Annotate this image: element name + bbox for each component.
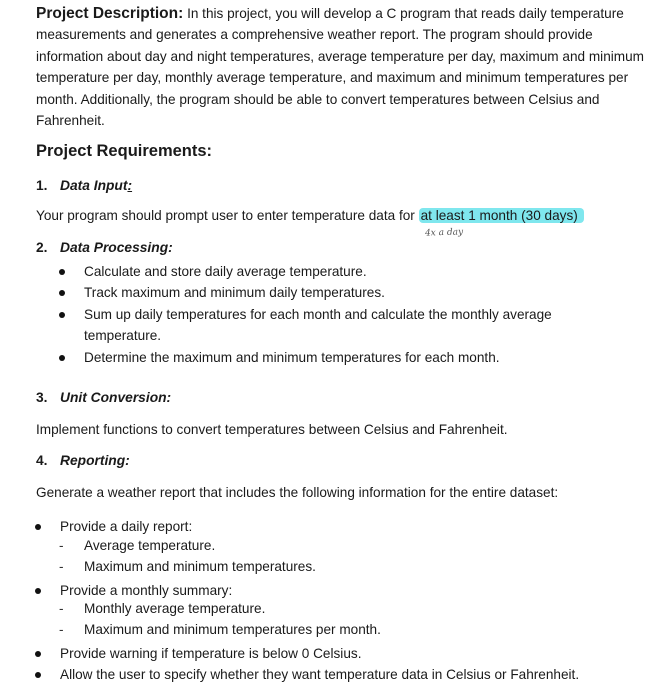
description-title: Project Description: [36,5,184,22]
reporting-daily-list [32,516,652,537]
description-text: In this project, you will develop a C program that reads daily temperature measurements and generates a comprehensive weather report. The program should provide information about day and night temperatures, average temperature per day, maximum and minimum temperature per day, monthly average temperature, and maximum and minimum temperatures per month. Additionally, the program should be able to convert temperatures between Celsius and Fahrenheit. [36,6,644,129]
section-heading-data-input: 1. Data Input: [36,178,133,193]
list-item: Track maximum and minimum daily temperatures. [56,282,576,303]
dash-icon: - [59,622,64,637]
bullet-icon [59,269,65,275]
highlighted-duration: at least 1 month (30 days) [419,208,584,223]
bullet-icon [35,524,41,530]
list-item: Sum up daily temperatures for each month and calculate the monthly average temperature. [56,304,576,347]
reporting-intro: Generate a weather report that includes the following information for the entire dataset: [36,485,559,500]
bullet-icon [59,312,65,318]
sub-item: Maximum and minimum temperatures. [84,559,316,574]
handwritten-annotation: 4x a day [424,227,464,239]
sub-item: Average temperature. [84,538,216,553]
bullet-icon [35,588,41,594]
bullet-icon [35,651,41,657]
list-item: Calculate and store daily average temperature. [56,261,576,282]
bullet-icon [59,355,65,361]
reporting-monthly-list [32,580,652,601]
section-heading-data-processing: 2. Data Processing: [36,240,173,255]
reporting-extra-list [32,643,652,686]
list-item: Provide a daily report: [32,516,652,537]
requirements-heading: Project Requirements: [36,142,213,160]
bullet-icon [35,672,41,678]
list-item: Provide warning if temperature is below 0 Celsius. [32,643,652,664]
data-input-text: Your program should prompt user to enter temperature data for at least 1 month (30 days) [36,208,584,223]
list-item: Allow the user to specify whether they want temperature data in Celsius or Fahrenheit. [32,664,652,685]
dash-icon: - [59,538,64,553]
section-heading-unit-conversion: 3. Unit Conversion: [36,390,172,405]
list-item: Determine the maximum and minimum temperatures for each month. [56,347,576,368]
bullet-icon [59,290,65,296]
dash-icon: - [59,601,64,616]
project-description [36,3,656,131]
sub-item: Monthly average temperature. [84,601,266,616]
processing-list [56,261,576,368]
conversion-text: Implement functions to convert temperatures between Celsius and Fahrenheit. [36,422,508,437]
list-item: Provide a monthly summary: [32,580,652,601]
sub-item: Maximum and minimum temperatures per month. [84,622,381,637]
section-heading-reporting: 4. Reporting: [36,453,130,468]
dash-icon: - [59,559,64,574]
